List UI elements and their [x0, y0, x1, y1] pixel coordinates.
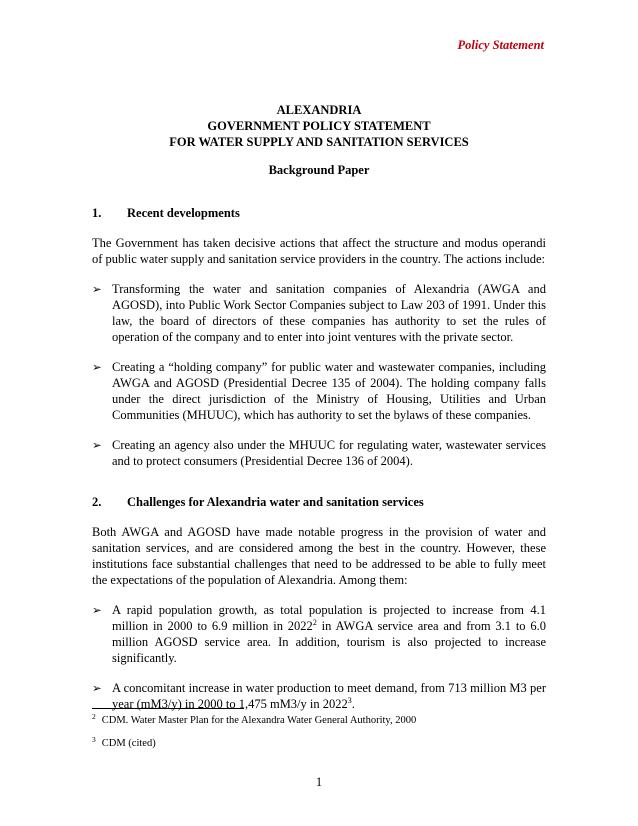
list-item-text: A concomitant increase in water production to meet demand, from 713 million M3 per year (mM3/y) in 2000 to 1,475 mM3/y in 2022$^3$.: [112, 681, 546, 711]
list-item: [92, 437, 546, 469]
list-item-text: Transforming the water and sanitation companies of Alexandria (AWGA and AGOSD), into Public Work Sector Companies subject to Law 203 of 1991. Under this law, the board of directors of these companies has authority to set the rules of operation of the company and to enter into joint ventures with the private sector.: [112, 282, 546, 344]
list-item-text: A rapid population growth, as total population is projected to increase from 4.1 million in 2000 to 6.9 million in 2022$^2$ in AWGA service area and from 3.1 to 6.0 million AGOSD service area. In addition, tourism is also projected to increase significantly.: [112, 603, 546, 665]
title-line-1: ALEXANDRIA: [276, 103, 362, 117]
footnote-separator: [92, 708, 244, 709]
list-item-text: Creating an agency also under the MHUUC for regulating water, wastewater services and to protect consumers (Presidential Decree 136 of 2004).: [112, 438, 546, 468]
arrow-bullet-icon: ➢: [92, 438, 102, 452]
arrow-bullet-icon: ➢: [92, 282, 102, 296]
footnote-text: CDM (cited): [101, 738, 156, 749]
arrow-bullet-icon: ➢: [92, 603, 102, 617]
running-header: Policy Statement: [457, 38, 544, 52]
section-title: Challenges for Alexandria water and sanitation services: [127, 495, 424, 509]
section-title: Recent developments: [127, 206, 240, 220]
footnote-ref: 2: [312, 617, 317, 627]
section-1-heading: [92, 205, 546, 221]
footnote: [92, 711, 546, 727]
footnote-ref: 3: [347, 695, 352, 705]
footnote-number: 3: [92, 734, 96, 744]
arrow-bullet-icon: ➢: [92, 360, 102, 374]
section-number: 1.: [92, 206, 102, 220]
section-1-intro: The Government has taken decisive actions that affect the structure and modus operandi of public water supply and sanitation service providers in the country. The actions include:: [92, 236, 546, 266]
section-2-intro: Both AWGA and AGOSD have made notable progress in the provision of water and sanitation services, and are considered among the best in the country. However, these institutions face substantial challenges that need to be addressed to be able to fully meet the expectations of the population of Alexandria. Among them:: [92, 525, 546, 587]
body-content: [92, 205, 546, 712]
footnote-text: CDM. Water Master Plan for the Alexandra Water General Authority, 2000: [101, 715, 417, 726]
section-2-heading: [92, 494, 546, 510]
title-line-3: FOR WATER SUPPLY AND SANITATION SERVICES: [169, 135, 469, 149]
list-item: [92, 602, 546, 666]
title-line-2: GOVERNMENT POLICY STATEMENT: [207, 119, 431, 133]
title-block: [92, 102, 546, 178]
list-item-text: Creating a “holding company” for public water and wastewater companies, including AWGA and AGOSD (Presidential Decree 135 of 2004). The holding company falls under the direct jurisdiction of the Ministry of Housing, Utilities and Urban Communities (MHUUC), which has authority to set the bylaws of these companies.: [112, 360, 546, 422]
footnote-number: 2: [92, 711, 96, 721]
arrow-bullet-icon: ➢: [92, 681, 102, 695]
page-number: 1: [315, 775, 323, 789]
footnote: [92, 734, 546, 750]
document-subtitle: Background Paper: [268, 163, 370, 177]
list-item: [92, 359, 546, 423]
list-item: [92, 281, 546, 345]
section-number: 2.: [92, 495, 102, 509]
